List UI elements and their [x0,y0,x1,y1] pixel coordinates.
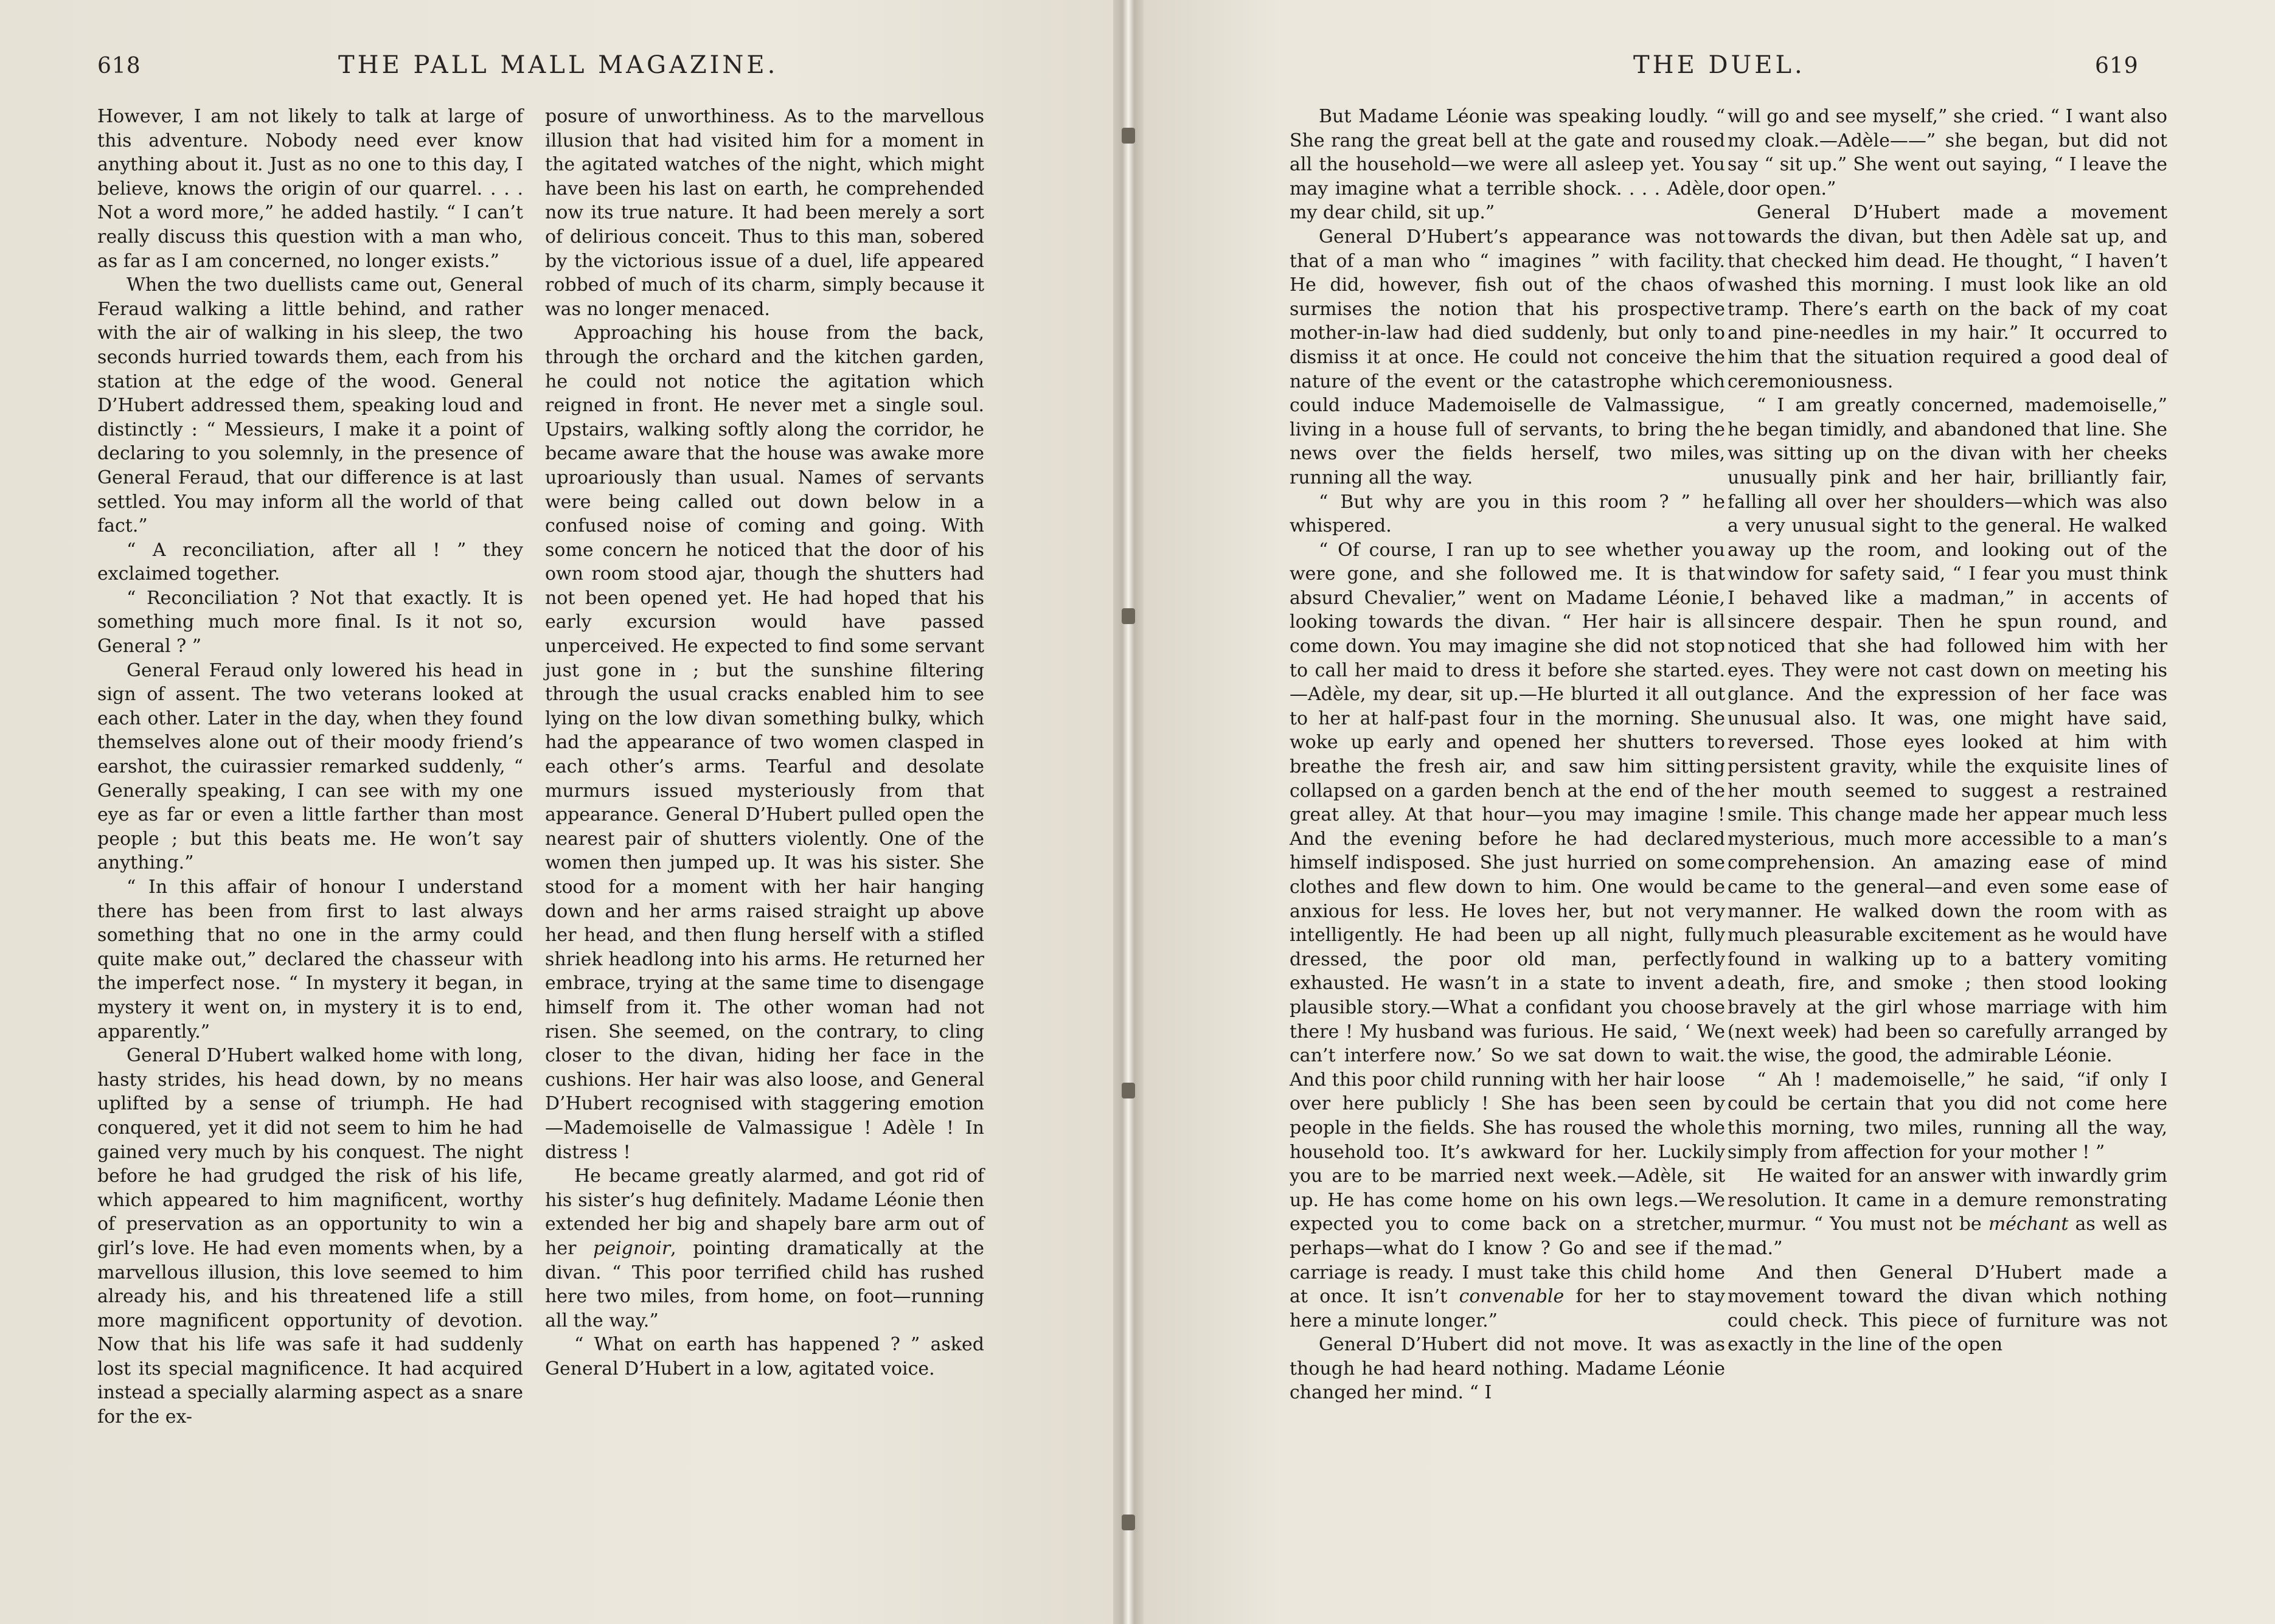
paragraph-text: But Madame Léonie was speaking loudly. “ She rang the great bell at the gate and roused all the household—we were all asleep yet. You may imagine what a terrible shock. . . . Adèle, my dear child, sit up.” [1290,106,1725,224]
binding-stitch [1122,1083,1135,1098]
right-page [1144,0,2275,1624]
paragraph-text: He waited for an answer with inwardly grim resolution. It came in a demure remonstrating murmur. “ You must not be [1728,1165,2167,1235]
paragraph-text: will go and see myself,” she cried. “ I want also my cloak.—Adèle——” she began, but did not say “ sit up.” She went out saying, “ I leave the door open.” [1728,106,2167,200]
paragraph-text: “ I am greatly concerned, mademoiselle,” he began timidly, and abandoned that line. She was sitting up on the divan with her cheeks unusually pink and her hair, brilliantly fair, falling all over her shoulders—which was also a very unusual sight to the general. He walked away up the room, and looking out of the window for safety said, “ I fear you must think I behaved like a madman,” in accents of sincere despair. Then he spun round, and noticed that she had followed him with her eyes. They were not cast down on meeting his glance. And the expression of her face was unusual also. It was, one might have said, reversed. Those eyes looked at him with persistent gravity, while the exquisite lines of her mouth seemed to suggest a restrained smile. This change made her appear much less mysterious, much more accessible to a man’s comprehension. An amazing ease of mind came to the general—and even some ease of manner. He walked down the room with as much pleasurable excitement as he would have found in walking up to a battery vomiting death, fire, and smoke ; then stood looking bravely at the girl whose marriage with him (next week) had been so carefully arranged by the wise, the good, the admirable Léonie. [1728,395,2167,1067]
paragraph-text: General D’Hubert did not move. It was as though he had heard nothing. Madame Léonie changed her mind. “ I [1290,1334,1725,1404]
paragraph [1728,1068,2167,1164]
paragraph-text: “ Reconciliation ? Not that exactly. It is something much more final. Is it not so, General ? ” [97,587,523,658]
left-column-2 [545,105,984,1381]
italic-term: convenable [1459,1286,1565,1308]
paragraph [1728,394,2167,1068]
paragraph [1728,1261,2167,1357]
paragraph [1290,105,1725,225]
paragraph [1728,201,2167,394]
left-column-1 [97,105,523,1429]
running-head-left: THE PALL MALL MAGAZINE. [338,51,779,79]
paragraph [1290,225,1725,490]
paragraph-text: “ A reconciliation, after all ! ” they exclaimed together. [97,539,523,585]
italic-term: peignoir [593,1237,671,1259]
paragraph [97,105,523,273]
paragraph-text: , pointing dramatically at the divan. “ This poor terrified child has rushed here two miles, from home, on foot—running all the way.” [545,1237,984,1331]
paragraph-text: for her to stay here a minute longer.” [1290,1286,1725,1331]
paragraph-text: Approaching his house from the back, through the orchard and the kitchen garden, he could not notice the agitation which reigned in front. He never met a single soul. Upstairs, walking softly along the corridor, he became aware that the house was awake more uproariously than usual. Names of servants were being called out down below in a confused noise of coming and going. With some concern he noticed that the door of his own room stood ajar, though the shutters had not been opened yet. He had hoped that his early excursion would have passed unperceived. He expected to find some servant just gone in ; but the sunshine filtering through the usual cracks enabled him to see lying on the low divan something bulky, which had the appearance of two women clasped in each other’s arms. Tearful and desolate murmurs issued mysteriously from that appearance. General D’Hubert pulled open the nearest pair of shutters violently. One of the women then jumped up. It was his sister. She stood for a moment with her hair hanging down and her arms raised straight up above her head, and then flung herself with a stifled shriek headlong into his arms. He returned her embrace, trying at the same time to disengage himself from it. The other woman had not risen. She seemed, on the contrary, to cling closer to the divan, hiding her face in the cushions. Her hair was also loose, and General D’Hubert recognised with staggering emotion—Mademoiselle de Valmassigue ! Adèle ! In distress ! [545,322,984,1163]
paragraph [97,659,523,875]
book-gutter [1113,0,1144,1624]
paragraph-text: General Feraud only lowered his head in sign of assent. The two veterans looked at each other. Later in the day, when they found themselves alone out of their moody friend’s earshot, the cuirassier remarked suddenly, “ Generally speaking, I can see with my one eye as far or even a little farther than most people ; but this beats me. He won’t say anything.” [97,659,523,874]
paragraph [545,105,984,321]
paragraph-text: posure of unworthiness. As to the marvellous illusion that had visited him for a moment in the agitated watches of the night, which might have been his last on earth, he comprehended now its true nature. It had been merely a sort of delirious conceit. Thus to this man, sobered by the victorious issue of a duel, life appeared robbed of much of its charm, simply because it was no longer menaced. [545,106,984,320]
paragraph-text: However, I am not likely to talk at large of this adventure. Nobody need ever know anything about it. Just as no one to this day, I believe, knows the origin of our quarrel. . . . Not a word more,” he added hastily. “ I can’t really discuss this question with a man who, as far as I am concerned, no longer exists.” [97,106,523,272]
paragraph-text: as well as mad.” [1728,1213,2167,1259]
binding-stitch [1122,608,1135,624]
binding-stitch [1122,128,1135,144]
left-header [0,49,1113,85]
paragraph [1290,490,1725,538]
left-page [0,0,1113,1624]
running-head-right: THE DUEL. [1633,51,1805,79]
paragraph-text: “ What on earth has happened ? ” asked General D’Hubert in a low, agitated voice. [545,1334,984,1379]
paragraph [1728,1164,2167,1260]
right-column-2 [1728,105,2167,1357]
paragraph-text: He became greatly alarmed, and got rid of his sister’s hug definitely. Madame Léonie then extended her big and shapely bare arm out of her [545,1165,984,1259]
paragraph [545,321,984,1164]
binding-stitch [1122,1515,1135,1530]
paragraph [1728,105,2167,201]
paragraph [545,1164,984,1333]
paragraph-text: General D’Hubert made a movement towards the divan, but then Adèle sat up, and that checked him dead. He thought, “ I haven’t washed this morning. I must look like an old tramp. There’s earth on the back of my coat and pine-needles in my hair.” It occurred to him that the situation required a good deal of ceremoniousness. [1728,202,2167,392]
right-column-1 [1290,105,1725,1405]
paragraph-text: And then General D’Hubert made a movement toward the divan which nothing could check. This piece of furniture was not exactly in the line of the open [1728,1261,2167,1356]
paragraph [97,273,523,538]
paragraph [545,1333,984,1381]
page-number-right: 619 [2095,54,2139,78]
paragraph-text: “ But why are you in this room ? ” he whispered. [1290,491,1725,537]
paragraph [1290,538,1725,1333]
paragraph-text: “ Ah ! mademoiselle,” he said, “if only I could be certain that you did not come here this morning, two miles, running all the way, simply from affection for your mother ! ” [1728,1069,2167,1163]
paragraph [97,875,523,1044]
paragraph-text: General D’Hubert’s appearance was not that of a man who “ imagines ” with facility. He did, however, fish out of the chaos of surmises the notion that his prospective mother-in-law had died suddenly, but only to dismiss it at once. He could not conceive the nature of the event or the catastrophe which could induce Mademoiselle de Valmassigue, living in a house full of servants, to bring the news over the fields herself, two miles, running all the way. [1290,226,1725,488]
page-number-left: 618 [97,54,141,78]
paragraph-text: When the two duellists came out, General Feraud walking a little behind, and rather with the air of walking in his sleep, the two seconds hurried towards them, each from his station at the edge of the wood. General D’Hubert addressed them, speaking loud and distinctly : “ Messieurs, I make it a point of declaring to you solemnly, in the presence of General Feraud, that our difference is at last settled. You may inform all the world of that fact.” [97,274,523,537]
paragraph [97,1044,523,1429]
paragraph [1290,1333,1725,1405]
paragraph [97,538,523,586]
italic-term: méchant [1988,1213,2069,1235]
right-header [1144,49,2275,85]
paragraph-text: “ In this affair of honour I understand there has been from first to last always something that no one in the army could quite make out,” declared the chasseur with the imperfect nose. “ In mystery it began, in mystery it went on, in mystery it is to end, apparently.” [97,876,523,1043]
paragraph [97,586,523,659]
paragraph-text: General D’Hubert walked home with long, hasty strides, his head down, by no means uplifted by a sense of triumph. He had conquered, yet it did not seem to him he had gained very much by his conquest. The night before he had grudged the risk of his life, which appeared to him magnificent, worthy of preservation as an opportunity to win a girl’s love. He had even moments when, by a marvellous illusion, this love seemed to him already his, and his threatened life a still more magnificent opportunity of devotion. Now that his life was safe it had suddenly lost its special magnificence. It had acquired instead a specially alarming aspect as a snare for the ex- [97,1045,523,1428]
paragraph-text: “ Of course, I ran up to see whether you were gone, and she followed me. It is that absurd Chevalier,” went on Madame Léonie, looking towards the divan. “ Her hair is all come down. You may imagine she did not stop to call her maid to dress it before she started.—Adèle, my dear, sit up.—He blurted it all out to her at half-past four in the morning. She woke up early and opened her shutters to breathe the fresh air, and saw him sitting collapsed on a garden bench at the end of the great alley. At that hour—you may imagine ! And the evening before he had declared himself indisposed. She just hurried on some clothes and flew down to him. One would be anxious for less. He loves her, but not very intelligently. He had been up all night, fully dressed, the poor old man, perfectly exhausted. He wasn’t in a state to invent a plausible story.—What a confidant you choose there ! My husband was furious. He said, ‘ We can’t interfere now.’ So we sat down to wait. And this poor child running with her hair loose over here publicly ! She has been seen by people in the fields. She has roused the whole household too. It’s awkward for her. Luckily you are to be married next week.—Adèle, sit up. He has come home on his own legs.—We expected you to come back on a stretcher, perhaps—what do I know ? Go and see if the carriage is ready. I must take this child home at once. It isn’t [1290,539,1725,1308]
